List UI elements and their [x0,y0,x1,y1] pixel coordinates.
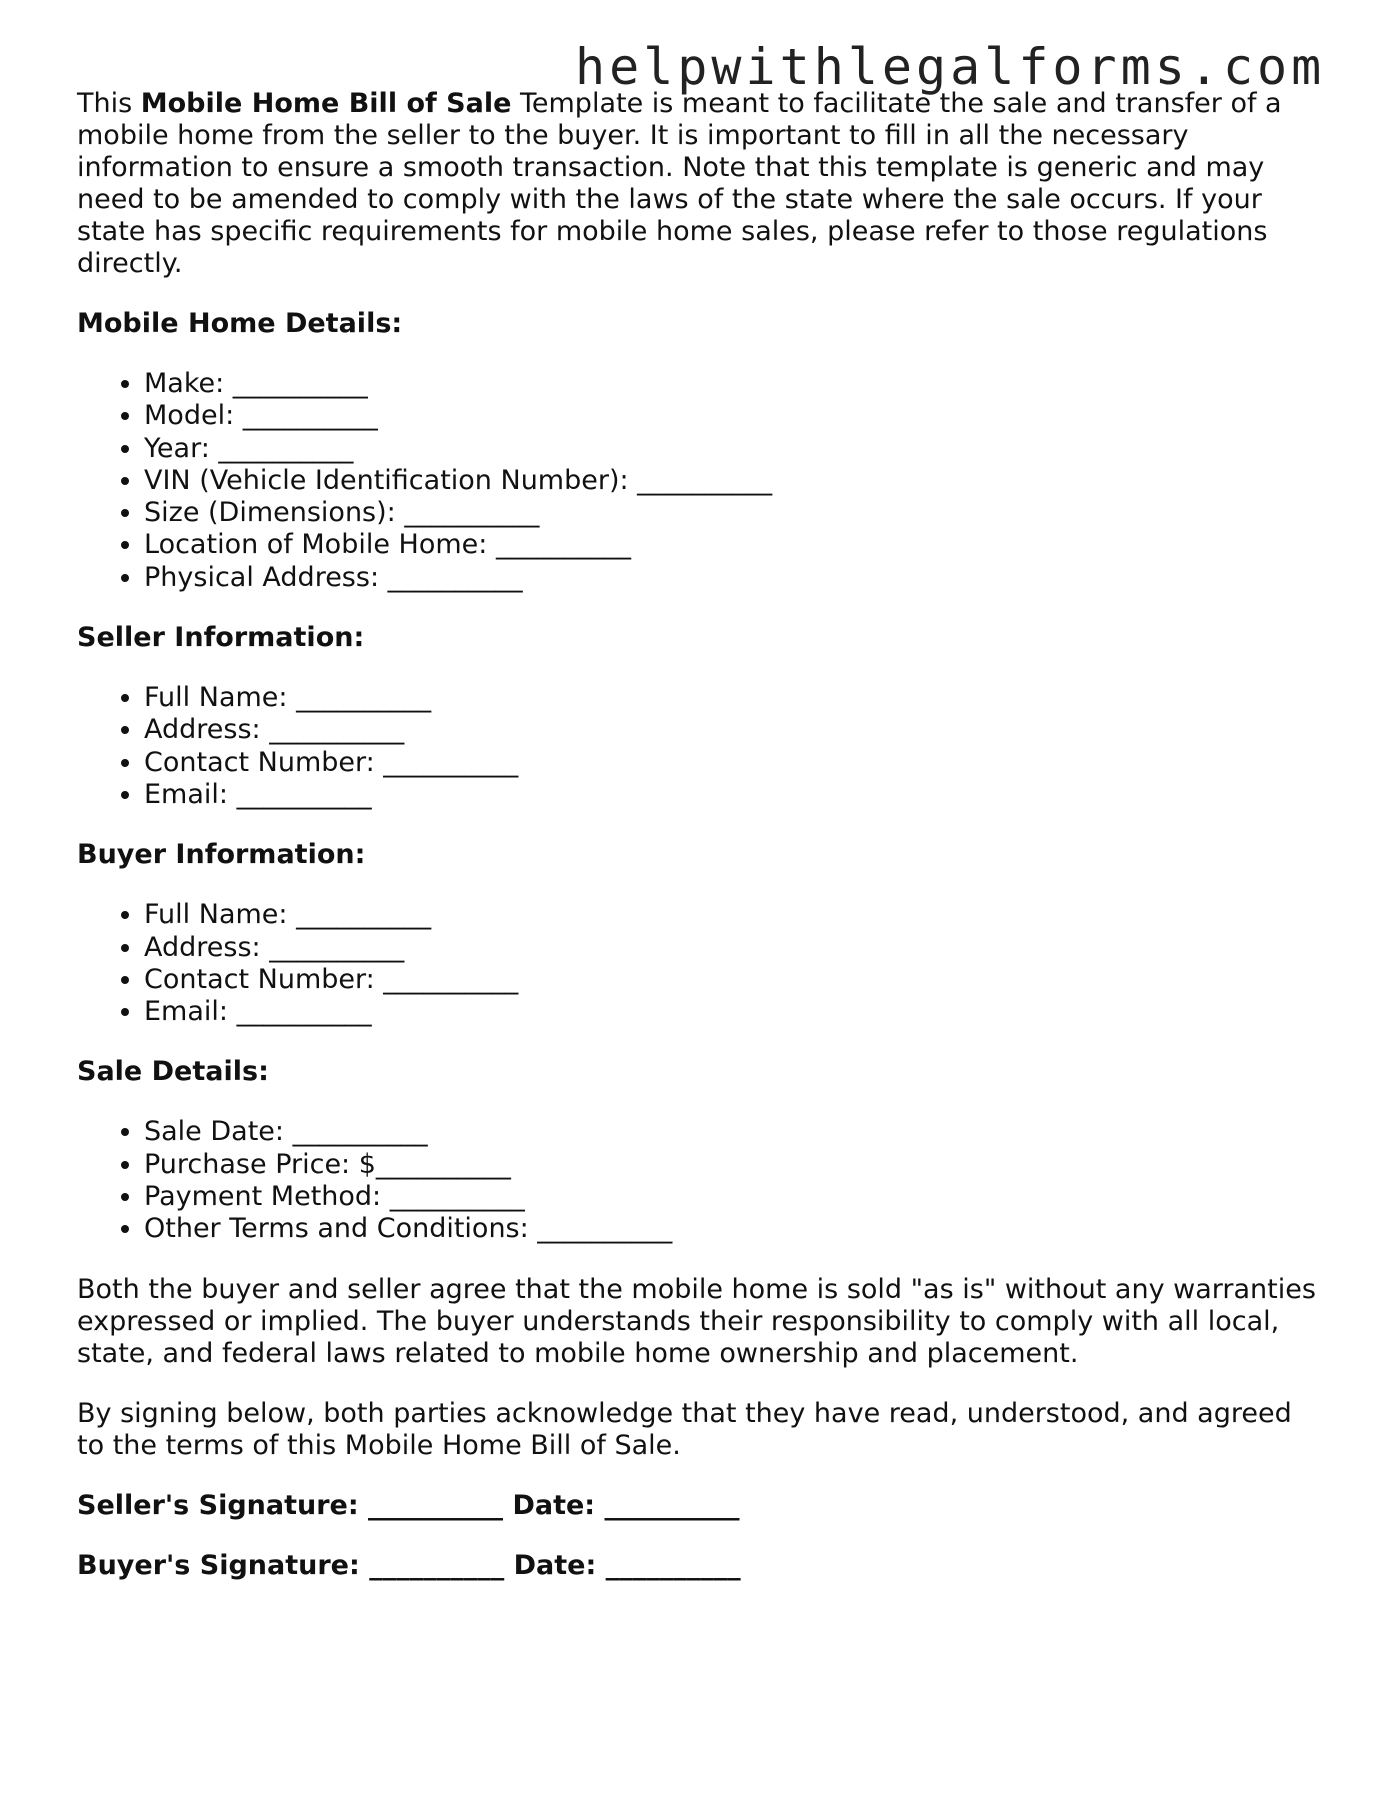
list-item-buyer-contact: • Contact Number: __________ [144,964,1327,996]
intro-paragraph [77,88,1327,280]
list-item-buyer-address: • Address: __________ [144,932,1327,964]
list-item-payment-method: • Payment Method: __________ [144,1181,1327,1213]
buyer-information-heading: Buyer Information: [77,839,366,871]
sale-details-list [77,1116,1327,1245]
watermark-text: helpwithlegalforms.com [575,38,1326,96]
list-item-seller-address: • Address: __________ [144,714,1327,746]
seller-signature-line: Seller's Signature: __________ Date: __________ [77,1489,740,1521]
buyer-information-list [77,899,1327,1028]
list-item-buyer-name: • Full Name: __________ [144,899,1327,931]
document-body [77,88,1327,1610]
intro-suffix: Template is meant to facilitate the sale and transfer of a mobile home from the seller to the buyer. It is important to fill in all the necessary information to ensure a smooth transaction. Note that this template is generic and may need to be amended to comply with the laws of the state where the sale occurs. If your state has specific requirements for mobile home sales, please refer to those regulations directly. [77,88,1282,279]
list-item-purchase-price: • Purchase Price: $__________ [144,1149,1327,1181]
seller-information-heading: Seller Information: [77,622,365,654]
list-item-seller-email: • Email: __________ [144,779,1327,811]
seller-information-list [77,682,1327,811]
mobile-home-details-heading: Mobile Home Details: [77,308,403,339]
list-item-physical-address: • Physical Address: __________ [144,562,1327,594]
buyer-signature-line: Buyer's Signature: __________ Date: __________ [77,1549,741,1581]
list-item-vin: • VIN (Vehicle Identification Number): __________ [144,465,1327,497]
list-item-seller-name: • Full Name: __________ [144,682,1327,714]
mobile-home-details-list [77,368,1327,594]
list-item-location: • Location of Mobile Home: __________ [144,529,1327,561]
intro-title: Mobile Home Bill of Sale [140,88,512,119]
as-is-paragraph: Both the buyer and seller agree that the mobile home is sold "as is" without any warranties expressed or implied. The buyer understands their responsibility to comply with all local, state, and federal laws related to mobile home ownership and placement. [77,1273,1316,1369]
list-item-other-terms: • Other Terms and Conditions: __________ [144,1213,1327,1245]
list-item-model: • Model: __________ [144,400,1327,432]
list-item-make: • Make: __________ [144,368,1327,400]
list-item-size: • Size (Dimensions): __________ [144,497,1327,529]
list-item-seller-contact: • Contact Number: __________ [144,747,1327,779]
list-item-sale-date: • Sale Date: __________ [144,1116,1327,1148]
list-item-year: • Year: __________ [144,433,1327,465]
intro-prefix: This [77,88,141,119]
sale-details-heading: Sale Details: [77,1056,269,1088]
acknowledge-paragraph: By signing below, both parties acknowledge that they have read, understood, and agreed to the terms of this Mobile Home Bill of Sale. [77,1397,1292,1461]
list-item-buyer-email: • Email: __________ [144,996,1327,1028]
